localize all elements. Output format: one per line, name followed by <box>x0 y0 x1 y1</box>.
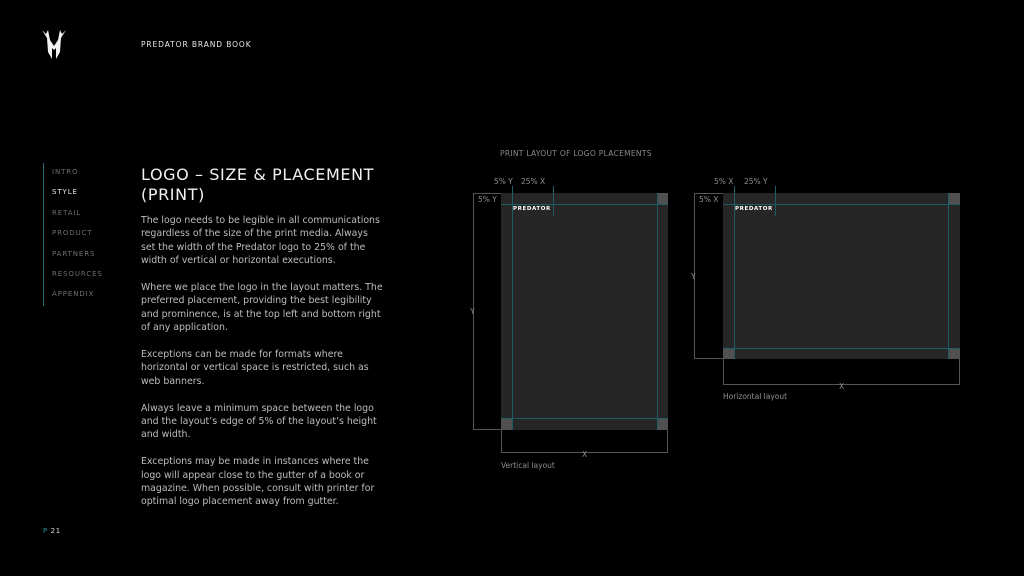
horizontal-layout-caption: Horizontal layout <box>723 392 788 401</box>
corner-margin <box>657 418 668 430</box>
predator-logo-icon <box>40 28 68 60</box>
nav-item-style[interactable]: STYLE <box>52 188 78 197</box>
vertical-sheet-logo: PREDATOR <box>513 206 551 212</box>
paragraph: Where we place the logo in the layout matters. The preferred placement, providing the best legibility and prominence, is at the top left and bottom right of any application. <box>141 282 383 334</box>
dimension-line <box>473 429 501 430</box>
brand-book-title: PREDATOR BRAND BOOK <box>141 40 252 49</box>
nav-item-retail[interactable]: RETAIL <box>52 208 82 217</box>
horizontal-sheet <box>723 193 960 359</box>
dimension-line <box>667 430 668 453</box>
heading-line-2: (PRINT) <box>141 185 205 204</box>
page-number <box>43 527 61 535</box>
horizontal-axis-y-label: Y <box>691 272 696 281</box>
vertical-sheet <box>501 193 668 430</box>
nav-item-partners[interactable]: PARTNERS <box>52 249 96 258</box>
guide-line <box>948 193 949 359</box>
guide-line <box>775 186 776 216</box>
page-prefix: P <box>43 527 48 535</box>
corner-margin <box>948 348 960 359</box>
section-nav <box>43 163 103 306</box>
guide-line <box>723 204 960 205</box>
horizontal-label-margin-side: 5% X <box>699 195 719 204</box>
vertical-label-margin-side: 5% Y <box>478 195 497 204</box>
page-number-value: 21 <box>50 527 61 535</box>
vertical-label-margin-top: 5% Y <box>494 177 513 186</box>
vertical-axis-y-label: Y <box>470 307 475 316</box>
dimension-line <box>694 358 723 359</box>
dimension-line <box>694 193 723 194</box>
paragraph: Exceptions may be made in instances where the logo will appear close to the gutter of a book or magazine. When possible, consult with printer for optimal logo placement away from gutter. <box>141 456 375 508</box>
horizontal-axis-x-label: X <box>839 382 845 391</box>
paragraph: The logo needs to be legible in all communications regardless of the size of the print media. Always set the width of the Predator logo to 25% of the width of vertical or horizontal executions. <box>141 215 380 267</box>
corner-margin <box>501 418 512 430</box>
heading-line-1: LOGO – SIZE & PLACEMENT <box>141 165 375 184</box>
page-heading <box>141 165 401 205</box>
dimension-line <box>723 359 724 385</box>
nav-item-resources[interactable]: RESOURCES <box>52 269 103 278</box>
dimension-line <box>473 193 501 194</box>
dimension-line <box>959 359 960 385</box>
horizontal-label-logo-width: 25% Y <box>744 177 768 186</box>
nav-item-intro[interactable]: INTRO <box>52 168 79 176</box>
paragraph: Exceptions can be made for formats where horizontal or vertical space is restricted, such as web banners. <box>141 349 369 387</box>
guide-line <box>512 186 513 430</box>
nav-item-appendix[interactable]: APPENDIX <box>52 290 95 299</box>
guide-line <box>501 204 668 205</box>
body-text <box>141 214 385 522</box>
horizontal-label-margin-top: 5% X <box>714 177 734 186</box>
corner-margin <box>948 193 960 204</box>
paragraph: Always leave a minimum space between the logo and the layout’s edge of 5% of the layout’s height and width. <box>141 402 377 441</box>
nav-item-product[interactable]: PRODUCT <box>52 229 93 238</box>
vertical-layout-caption: Vertical layout <box>501 461 555 470</box>
diagram-title: PRINT LAYOUT OF LOGO PLACEMENTS <box>500 149 652 158</box>
dimension-line <box>501 430 502 453</box>
guide-line <box>553 186 554 216</box>
vertical-label-logo-width: 25% X <box>521 177 546 186</box>
guide-line <box>723 348 960 349</box>
guide-line <box>501 418 668 419</box>
corner-margin <box>657 193 668 204</box>
horizontal-sheet-logo: PREDATOR <box>735 206 773 212</box>
vertical-axis-x-label: X <box>582 450 588 459</box>
guide-line <box>657 193 658 430</box>
